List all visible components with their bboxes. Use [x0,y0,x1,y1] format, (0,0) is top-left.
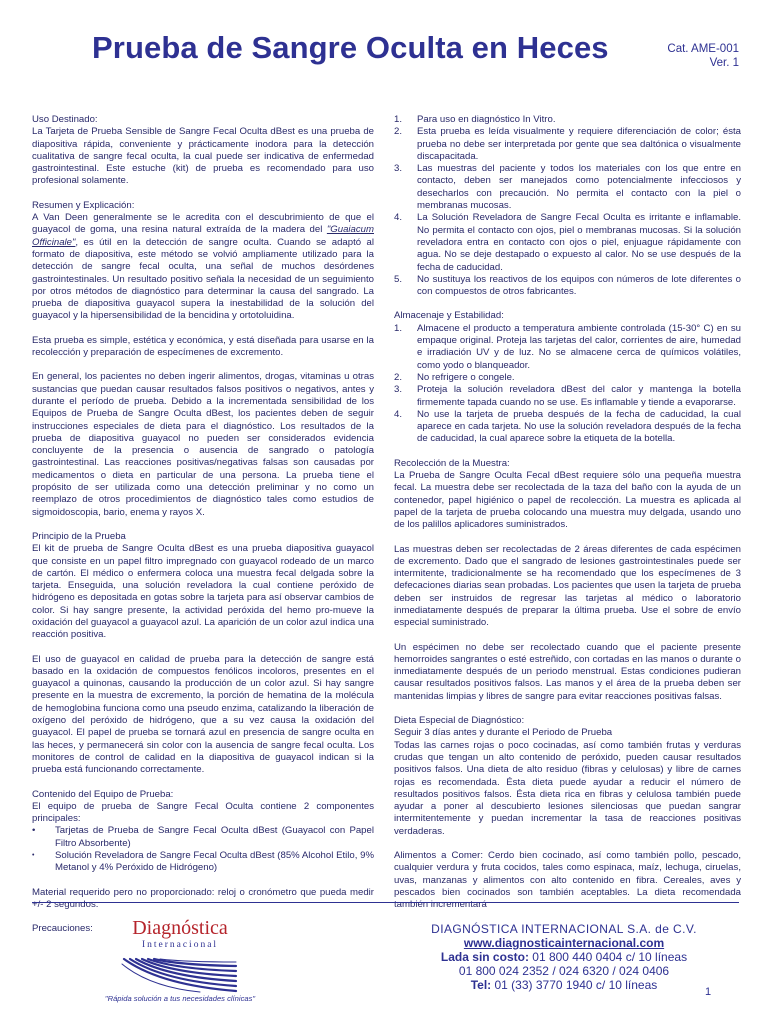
section-almacenaje [394,310,741,445]
paragraph: El uso de guayacol en calidad de prueba para la detección de sangre está basado en la oxidación de compuestos fenólicos incoloros, presentes en el guayacol a quinonas, causando la producción de un color azul. Si hay sangre presente en la muestra de excremento, la porción de hematina de la molécula de hemoglobina funciona como una pseudo enzima, catalizando la liberación de oxígeno del peróxido de hidrógeno, que a su vez causa la oxidación del guayacol. El papel de prueba se tornará azul en presencia de sangre oculta en las heces, y permanecerá sin color con la ausencia de sangre fecal oculta. Los monitores de control de calidad en la diapositiva de guayacol indican si la prueba está funcionando correctamente. [32,653,374,776]
paragraph: Alimentos a Comer: Cerdo bien cocinado, así como también pollo, pescado, cualquier verdura y fruta cocidos, tales como espinaca, maíz, lechuga, ciruelas, uvas, manzanas y alimentos con alto contenido en fibra. Cereales, aves y pescados bien cocinados son también aceptables. La dieta recomendada también incrementará [394,850,741,911]
section-subheading: Seguir 3 días antes y durante el Periodo de Prueba [394,727,613,739]
list-item [394,372,741,384]
section-heading: Dieta Especial de Diagnóstico: [394,715,525,727]
list-item [394,163,741,212]
wing-icon [120,955,240,993]
paragraph: Las muestras deben ser recolectadas de 2 áreas diferentes de cada espécimen de excremento. Dado que el sangrado de lesiones gastrointestinales puede ser intermitente, tradicionalmente se ha recomendado que los especímenes de 3 defecaciones diarias sean probadas. Los pacientes que usen la tarjeta de prueba deben ser instruidos de regresar las tarjetas al médico o laboratorio inmediatamente después de preparar la última prueba. Use el sobre de envío especial suministrado. [394,543,741,629]
paragraph: Esta prueba es simple, estética y económica, y está diseñada para usarse en la recolección y preparación de especímenes de excremento. [32,334,374,359]
logo-name: Diagnóstica [132,917,228,939]
list-item [394,126,741,163]
page-number: 1 [705,986,712,998]
logo-tagline: "Rápida solución a tus necesidades clínicas" [104,994,256,1003]
catalog-info [667,42,739,70]
item-text: No use la tarjeta de prueba después de la fecha de caducidad, la cual aparece en cada tarjeta. No use la solución reveladora después de la fecha de caducidad, la cual aparece sobre la etiqueta de la botella. [417,408,741,445]
item-number: 3. [394,163,403,175]
item-number: 1. [394,322,403,334]
list-item [394,114,741,126]
toll-free-label: Lada sin costo: [440,950,529,964]
list-item: • Tarjetas de Prueba de Sangre Fecal Oculta dBest (Guayacol con Papel Filtro Absorbente) [32,825,374,849]
item-text: No sustituya los reactivos de los equipos con números de lote diferentes o con compuestos de otros fabricantes. [417,273,741,298]
left-column [32,114,374,936]
item-text: No refrigere o congele. [417,371,515,383]
item-number: 5. [394,273,403,285]
item-text: Las muestras del paciente y todos los materiales con los que entre en contacto, deben ser manejados como potencialmente infecciosos y desecharlos con precaución. No permita el contacto con la piel o membranas mucosas. [417,163,741,212]
paragraph: El kit de prueba de Sangre Oculta dBest es una prueba diapositiva guayacol que consiste en un papel filtro impregnado con guayacol rodeado de un marco de cartón. El médico o enfermera coloca una muestra fecal delgada sobre la tarjeta. Enseguida, una solución reveladora la cual contiene peróxido de hidrógeno es depositada en gotas sobre la tarjeta para así observar cambios de color. Si hay sangre presente, la actividad peróxida del hemo pro-mueve la oxidación del guayacol a guayacol azul. La aparición de un color azul indica una reacción positiva. [32,543,374,641]
website-link[interactable]: www.diagnosticainternacional.com [463,936,665,950]
section-dieta [394,715,741,838]
company-logo [95,913,265,1011]
list-item [394,212,741,273]
item-number: 4. [394,408,403,420]
toll-free-line [396,950,732,964]
section-principio [32,531,374,642]
paragraph: La Prueba de Sangre Oculta Fecal dBest requiere sólo una pequeña muestra fecal. La muestra debe ser recolectada de la taza del baño con la ayuda de un contenedor, papel higiénico o papel de recolección. La muestra es aplicada al papel de la tarjeta de prueba colocando una muestra muy delgada, usando uno de los palillos aplicadores suministrados. [394,470,741,531]
bullet-icon: • [32,825,36,837]
bullet-icon: • [32,852,35,860]
section-resumen [32,200,374,323]
item-text: Almacene el producto a temperatura ambiente controlada (15-30° C) en su empaque original. Proteja las tarjetas del calor, corrientes de aire, humedad e irradiación UV y de luz. No se almacene cerca de químicos volátiles, como yodo o blanqueador. [417,322,741,371]
item-number: 3. [394,384,403,396]
item-text: Para uso en diagnóstico In Vitro. [417,114,556,125]
contact-block [396,922,732,992]
storage-list [394,323,741,446]
list-item [394,323,741,372]
tel-line [396,978,732,992]
section-recoleccion [394,458,741,532]
company-name: DIAGNÓSTICA INTERNACIONAL S.A. de C.V. [431,922,697,936]
paragraph: La Tarjeta de Prueba Sensible de Sangre Fecal Oculta dBest es una prueba de diapositiva rápida, conveniente y prácticamente inodora para la detección cualitativa de sangre fecal oculta, la cual puede ser indicativa de enfermedad gastrointestinal. Este estuche (kit) de prueba es recomendado para uso profesional solamente. [32,126,374,187]
footer-divider [32,902,739,903]
tel-number: 01 (33) 3770 1940 c/ 10 líneas [491,978,658,992]
paragraph: Material requerido pero no proporcionado: reloj o cronómetro que pueda medir +/- 2 segundos. [32,886,374,910]
list-item [394,409,741,446]
section-contenido [32,789,374,875]
section-uso [32,114,374,188]
paragraph: Todas las carnes rojas o poco cocinadas, así como también frutas y verduras crudas que tengan un alto contenido de peróxido, pueden causar resultados positivos falsos. Una dieta de alto residuo (fibras y celulosas) y libre de carnes rojas es recomendada. Ésta dieta puede ayudar a reducir el número de resultados positivos falsos. Ésta dieta rica en fibras y celulosa también puede ayudar a poner al descubierto lesiones silenciosas que puedan sangrar intermitentemente y puedan incrementar la tasa de reacciones positivas verdaderas. [394,739,741,837]
list-item [394,274,741,299]
logo-subtitle: Internacional [141,940,219,950]
catalog-number: Cat. AME-001 [667,43,739,55]
item-number: 1. [394,114,403,125]
list-item [394,384,741,409]
page-title: Prueba de Sangre Oculta en Heces [92,30,609,65]
right-column [394,114,741,912]
list-item: • Solución Reveladora de Sangre Fecal Oculta dBest (85% Alcohol Etilo, 9% Metanol y 4% Peróxido de Hidrógeno) [32,850,374,874]
paragraph: En general, los pacientes no deben ingerir alimentos, drogas, vitaminas u otras sustancias que puedan causar resultados falsos positivos o negativos, antes y durante el período de prueba. Debido a la incrementada sensibilidad de los Equipos de Prueba de Sangre Oculta dBest, los pacientes deben de seguir instrucciones especiales de dieta para el diagnóstico. Los resultados de la prueba de diapositiva guayacol no pueden ser considerados evidencia concluyente de la presencia o ausencia de sangrado o patología gastrointestinal. Las reacciones positivas/negativas falsas son causadas por medicamentos o dieta en particular de una persona. La prueba tiene el propósito de ser utilizada como una detección preliminar y no como un reemplazo de otros procedimientos de diagnóstico tales como estudios de sigmoidoscopia, bario, enema y rayos X. [32,371,374,518]
item-number: 4. [394,212,403,224]
section-heading: Uso Destinado: [32,114,98,125]
item-text: Esta prueba es leída visualmente y requiere diferenciación de color; ésta prueba no debe ser interpretada por gente que sea daltónica o visualmente discapacitada. [417,126,741,162]
version: Ver. 1 [709,57,739,69]
section-heading: Recolección de la Muestra: [394,457,510,469]
species-name: "Guaiacum Officinale" [32,224,374,248]
section-heading: Resumen y Explicación: [32,199,135,211]
components-list [32,825,374,874]
section-heading: Almacenaje y Estabilidad: [394,310,504,322]
tel-label: Tel: [470,978,492,992]
toll-free-number: 01 800 440 0404 c/ 10 líneas [528,950,688,964]
item-number: 2. [394,371,403,383]
section-heading: Precauciones: [32,923,93,935]
precautions-list [394,114,741,298]
paragraph: Un espécimen no debe ser recolectado cuando que el paciente presente hemorroides sangrantes o esté estreñido, con cortadas en las manos o durante o inmediatamente después de un periodo menstrual. Estas condiciones pudieran causar resultados positivos falsos. Las manos y el área de la prueba deben ser mantenidas limpias y libres de sangre para evitar reacciones positivas falsas. [394,641,741,702]
item-text: Proteja la solución reveladora dBest del calor y mantenga la botella firmemente tapada cuando no se use. Es inflamable y tiende a evaporarse. [417,384,741,408]
section-heading: Principio de la Prueba [32,530,126,542]
phone-numbers: 01 800 024 2352 / 024 6320 / 024 0406 [458,964,670,978]
paragraph: El equipo de prueba de Sangre Fecal Oculta contiene 2 componentes principales: [32,800,374,825]
text-run: A Van Deen generalmente se le acredita con el descubrimiento de que el guayacol de goma, una resina natural extraída de la madera del [32,212,374,236]
item-number: 2. [394,126,403,138]
paragraph [32,212,374,323]
item-text: La Solución Reveladora de Sangre Fecal Oculta es irritante e inflamable. No permita el contacto con ojos, piel o membranas mucosas. Si la solución reveladora entra en contacto con ojos o piel, enjuague rápidamente con agua. No se deje destapado o expuesto al calor. No se use después de la fecha de caducidad. [417,212,741,273]
section-heading: Contenido del Equipo de Prueba: [32,788,174,800]
text-run: , es útil en la detección de sangre oculta. Cuando se adaptó al formato de diapositiva, este método se volvió ampliamente utilizado para la detección de sangre fecal oculta, una señal de muchos desórdenes gastrointestinales. Un resultado positivo señala la necesidad de un seguimiento por otros métodos de diagnóstico para determinar la causa del sangrado. La prueba de diapositiva guayacol supera la inestabilidad de la solución del guayacol y la hipersensibilidad de la bencidina y ortotoluidina. [32,236,374,322]
